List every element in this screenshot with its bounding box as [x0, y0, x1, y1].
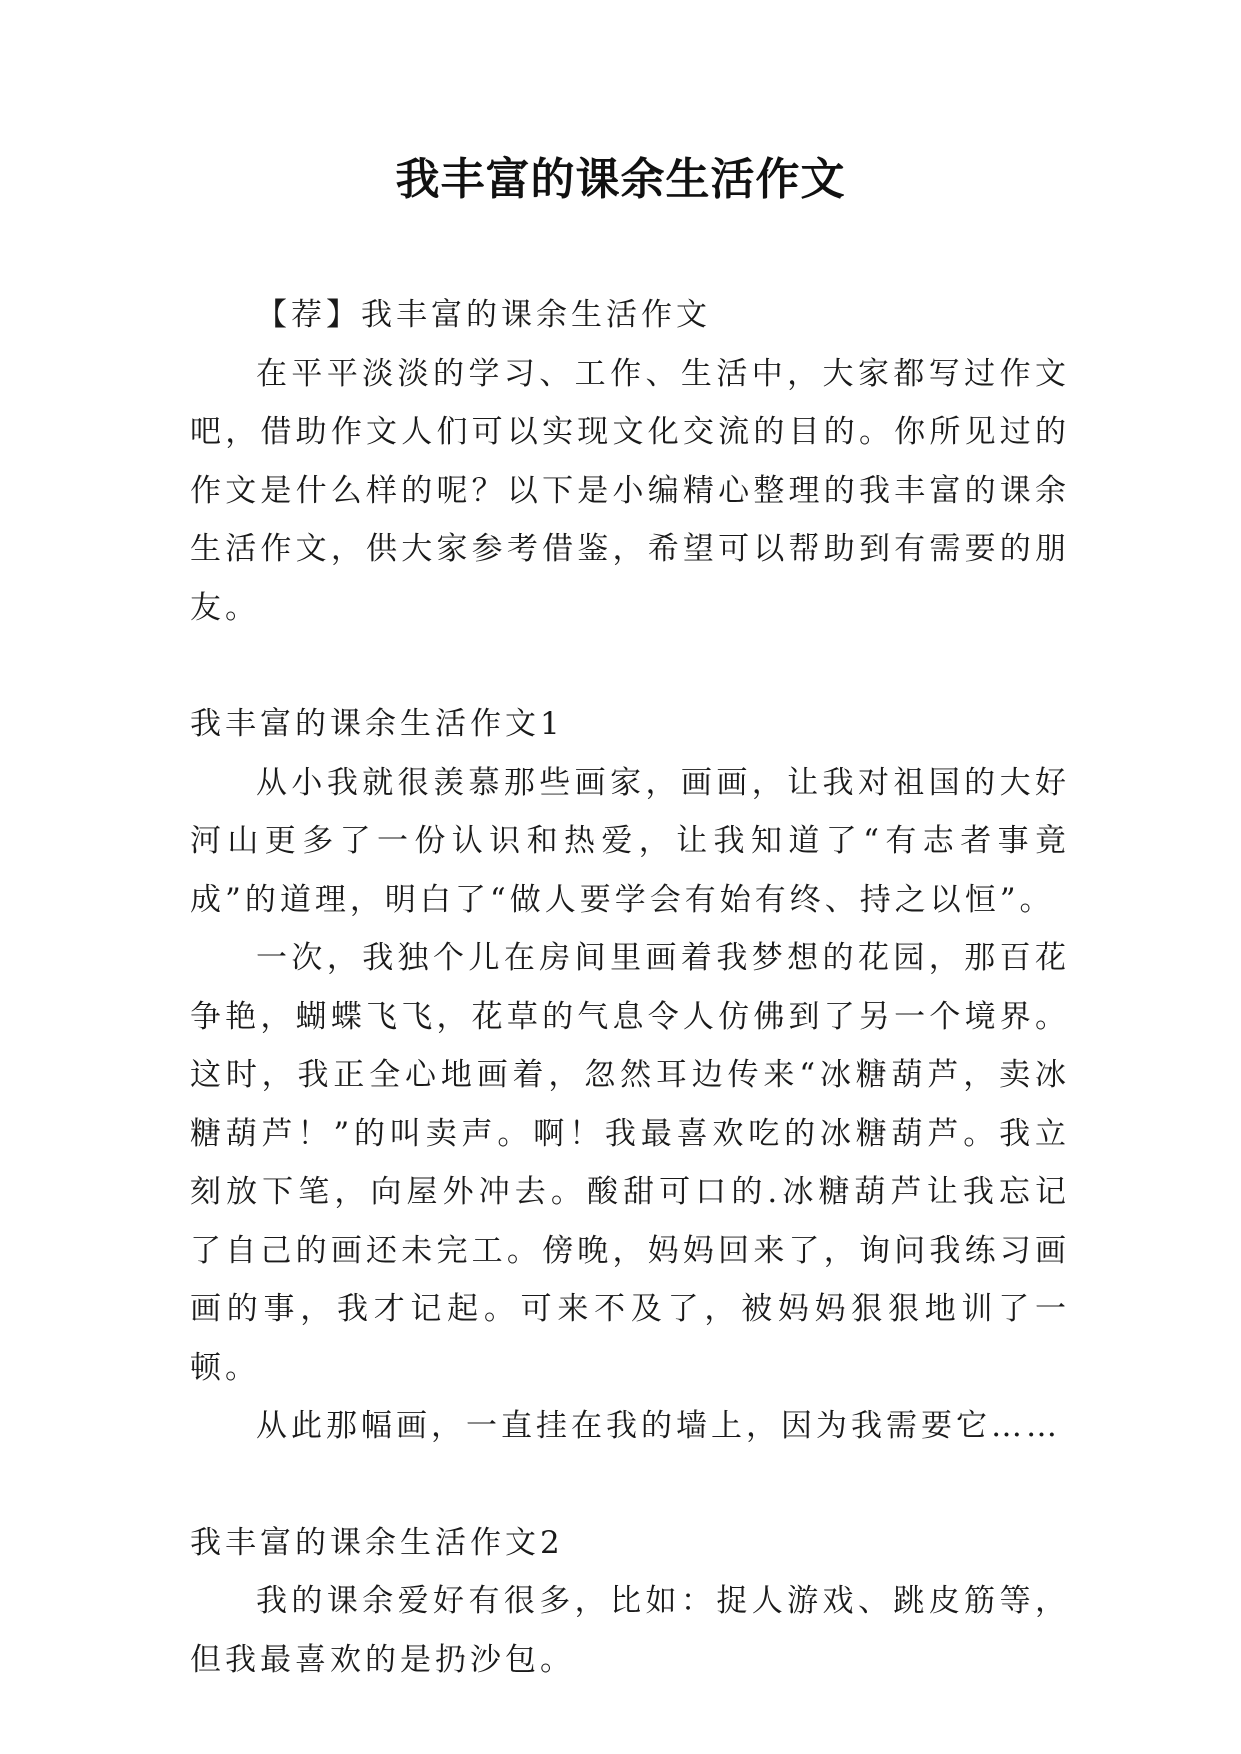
- document-body: [190, 286, 1070, 1689]
- section-2-heading: 我丰富的课余生活作文2: [190, 1524, 564, 1561]
- section-1-paragraph-1: 从小我就很羡慕那些画家，画画，让我对祖国的大好河山更多了一份认识和热爱，让我知道了“有志者事竟成”的道理，明白了“做人要学会有始有终、持之以恒”。: [190, 764, 1070, 918]
- document-title: 我丰富的课余生活作文: [395, 154, 846, 205]
- intro-paragraph: 在平平淡淡的学习、工作、生活中，大家都写过作文吧，借助作文人们可以实现文化交流的目的。你所见过的作文是什么样的呢？以下是小编精心整理的我丰富的课余生活作文，供大家参考借鉴，希望可以帮助到有需要的朋友。: [190, 355, 1070, 626]
- section-2-paragraph-1: 我的课余爱好有很多，比如：捉人游戏、跳皮筋等，但我最喜欢的是扔沙包。: [190, 1583, 1070, 1678]
- section-1-paragraph-2: 一次，我独个儿在房间里画着我梦想的花园，那百花争艳，蝴蝶飞飞，花草的气息令人仿佛到了另一个境界。这时，我正全心地画着，忽然耳边传来“冰糖葫芦，卖冰糖葫芦！”的叫卖声。啊！我最喜欢吃的冰糖葫芦。我立刻放下笔，向屋外冲去。酸甜可口的.冰糖葫芦让我忘记了自己的画还未完工。傍晚，妈妈回来了，询问我练习画画的事，我才记起。可来不及了，被妈妈狠狠地训了一顿。: [190, 940, 1070, 1386]
- section-gap: [190, 637, 1070, 695]
- section-1-heading: 我丰富的课余生活作文1: [190, 706, 564, 742]
- intro-heading: 【荐】我丰富的课余生活作文: [256, 297, 711, 333]
- section-gap: [190, 1456, 1070, 1514]
- section-1-paragraph-3: 从此那幅画，一直挂在我的墙上，因为我需要它……: [256, 1408, 1061, 1444]
